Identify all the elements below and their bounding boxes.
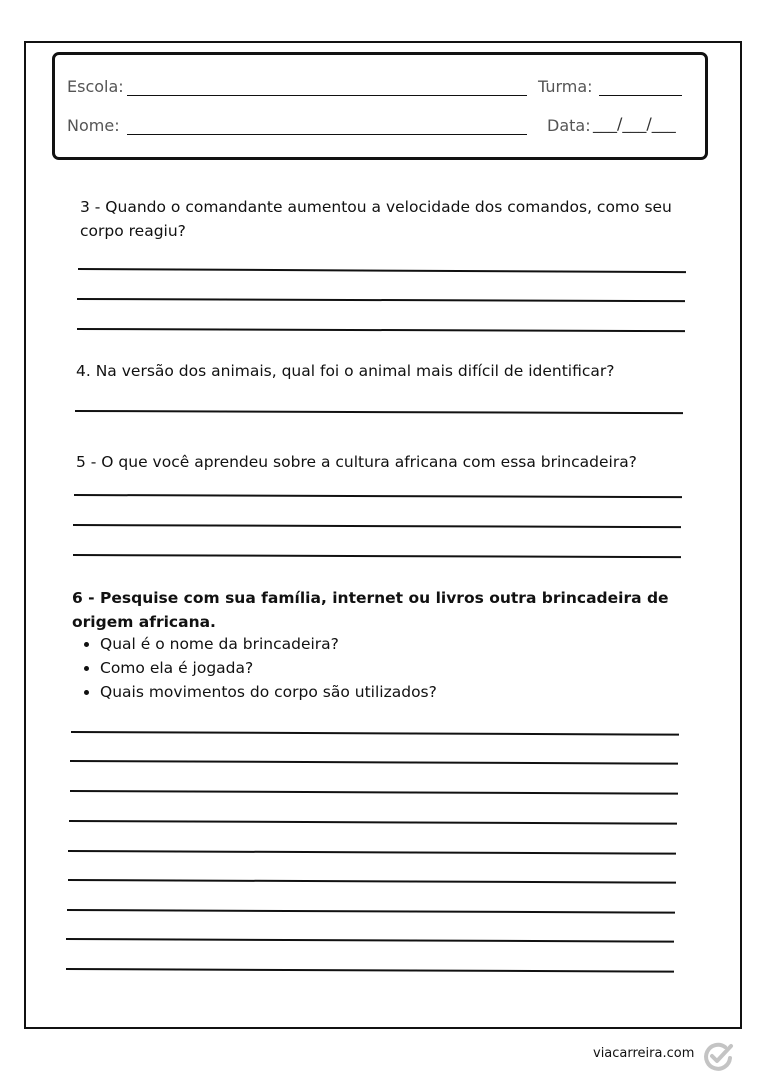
- question-5: 5 - O que você aprendeu sobre a cultura africana com essa brincadeira?: [76, 453, 637, 471]
- footer-site: viacarreira.com: [593, 1046, 695, 1061]
- nome-field[interactable]: [127, 134, 527, 135]
- data-field[interactable]: ___/___/___: [593, 114, 676, 133]
- escola-field[interactable]: [127, 95, 527, 96]
- bullet-item: • Quais movimentos do corpo são utilizados?: [100, 680, 437, 704]
- question-6-bullets: [78, 632, 437, 704]
- turma-field[interactable]: [599, 95, 682, 96]
- nome-label: Nome:: [67, 116, 120, 135]
- escola-label: Escola:: [67, 77, 124, 96]
- question-6: 6 - Pesquise com sua família, internet ou livros outra brincadeira de origem africana.: [72, 589, 669, 631]
- question-3: 3 - Quando o comandante aumentou a velocidade dos comandos, como seu corpo reagiu?: [80, 198, 672, 240]
- checkmark-circle-icon: [701, 1039, 735, 1073]
- bullet-item: • Como ela é jogada?: [100, 656, 437, 680]
- header-box: [52, 52, 708, 160]
- bullet-item: • Qual é o nome da brincadeira?: [100, 632, 437, 656]
- question-4: 4. Na versão dos animais, qual foi o animal mais difícil de identificar?: [76, 362, 615, 380]
- data-label: Data:: [547, 116, 591, 135]
- turma-label: Turma:: [538, 77, 593, 96]
